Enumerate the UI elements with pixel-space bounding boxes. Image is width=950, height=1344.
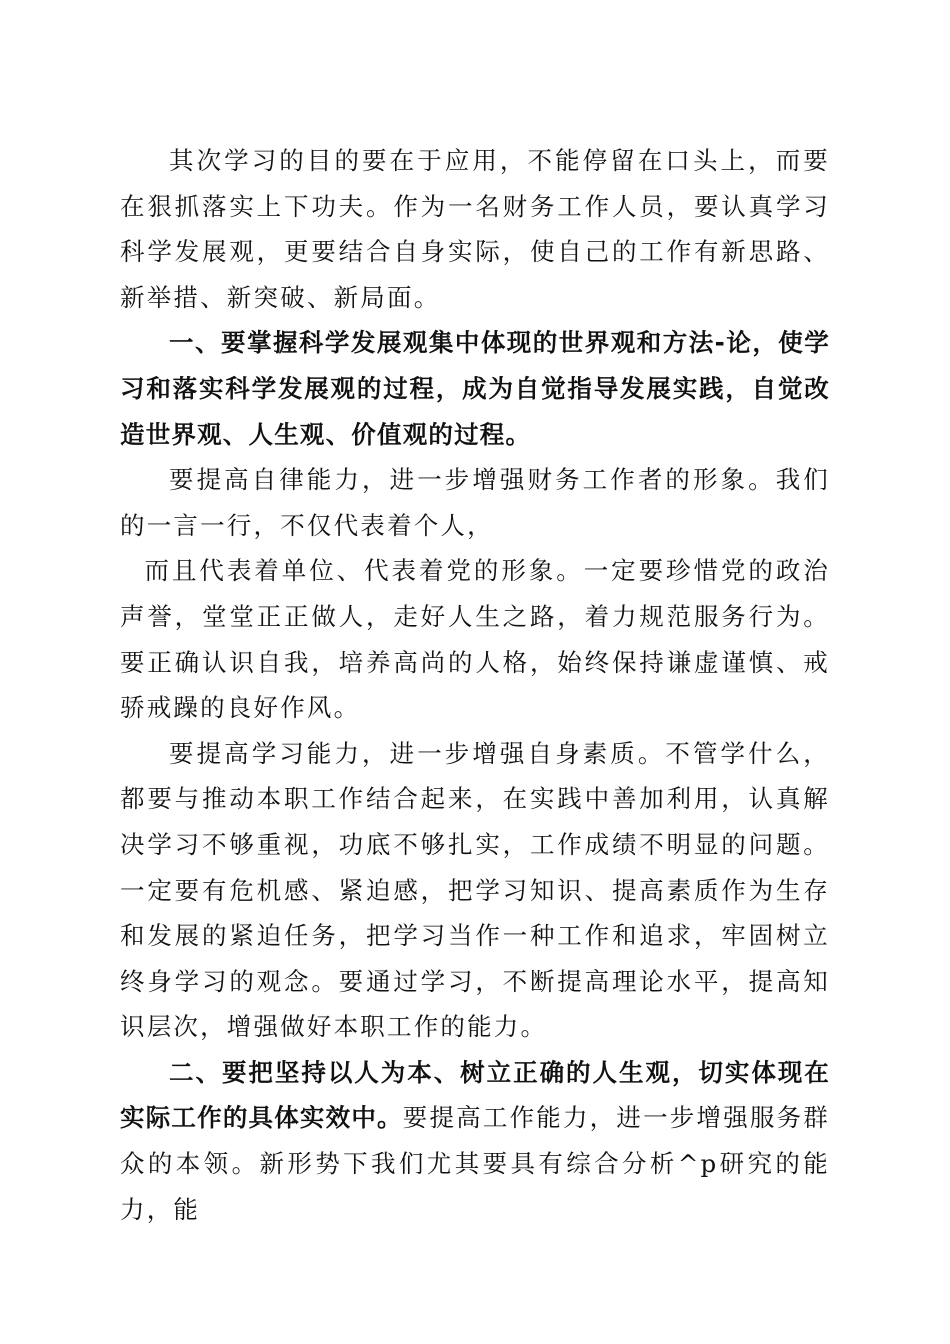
paragraph-1	[120, 138, 830, 320]
paragraph-5-text: 要提高学习能力，进一步增强自身素质。不管学什么，都要与推动本职工作结合起来，在实践中善加利用，认真解决学习不够重视，功底不够扎实，工作成绩不明显的问题。一定要有危机感、紧迫感，把学习知识、提高素质作为生存和发展的紧迫任务，把学习当作一种工作和追求，牢固树立终身学习的观念。要通过学习，不断提高理论水平，提高知识层次，增强做好本职工作的能力。	[120, 738, 830, 1042]
paragraph-4	[120, 548, 830, 730]
paragraph-6-text: 要提高工作能力，进一步增强服务群众的本领。新形势下我们尤其要具有综合分析^p研究的能力，能	[120, 1103, 831, 1224]
section-heading-2-text: 二、要把坚持以人为本、树立正确的人生观，切实体现在实际工作的具体实效中。	[120, 1057, 830, 1133]
paragraph-3	[120, 457, 830, 548]
paragraph-5	[120, 731, 830, 1050]
paragraph-1-text: 其次学习的目的要在于应用，不能停留在口头上，而要在狠抓落实上下功夫。作为一名财务工作人员，要认真学习科学发展观，更要结合自身实际，使自己的工作有新思路、新举措、新突破、新局面。	[120, 146, 830, 312]
section-heading-1	[120, 320, 830, 457]
document-page	[120, 138, 830, 1232]
paragraph-3-text: 要提高自律能力，进一步增强财务工作者的形象。我们的一言一行，不仅代表着个人，	[120, 465, 830, 540]
paragraph-4-text: 而且代表着单位、代表着党的形象。一定要珍惜党的政治声誉，堂堂正正做人，走好人生之路，着力规范服务行为。要正确认识自我，培养高尚的人格，始终保持谦虚谨慎、戒骄戒躁的良好作风。	[120, 556, 830, 723]
section-heading-1-text: 一、要掌握科学发展观集中体现的世界观和方法-论，使学习和落实科学发展观的过程，成为自觉指导发展实践，自觉改造世界观、人生观、价值观的过程。	[120, 328, 830, 449]
section-heading-2	[120, 1050, 830, 1232]
